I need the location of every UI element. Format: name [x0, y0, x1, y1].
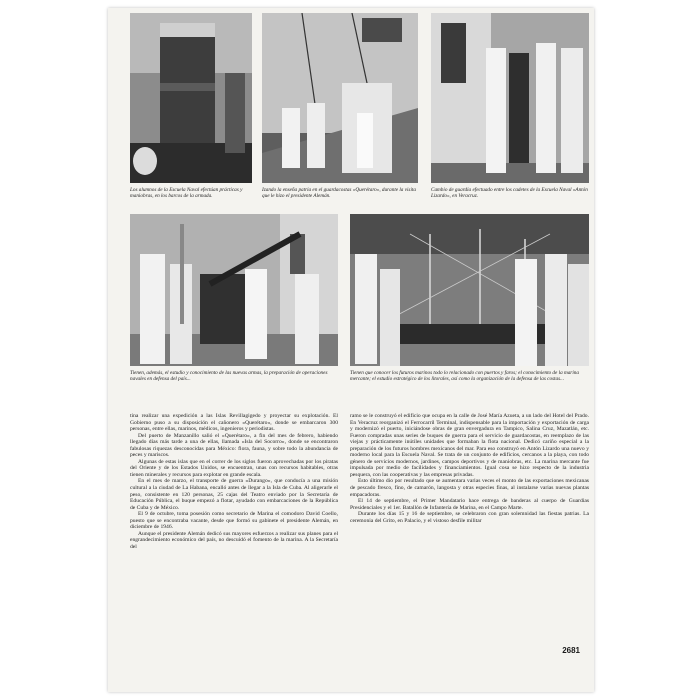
photo-raising-flag [262, 13, 418, 183]
caption-flag: Izando la enseña patria en el guardacostas «Querétaro», durante la visita que le hizo el presidente Alemán. [262, 187, 416, 200]
magazine-page [108, 8, 594, 692]
caption-weapons: Tienen, además, el estudio y conocimiento de las nuevas armas, la preparación de operaciones navales en defensa del país... [130, 370, 328, 383]
paragraph: Durante los días 15 y 16 de septiembre, se celebraron con gran solemnidad las fiestas patrias. La ceremonia del Grito, en Palacio, y el vistoso desfile militar [350, 511, 589, 524]
photo-guard-change [431, 13, 589, 183]
photo-ship-funnel [130, 13, 252, 183]
paragraph: Algunas de estas islas que en el correr de los siglos fueron aprovechadas por los piratas del Oriente y de los Estados Unidos, se encuentran, unas con recursos habitables, otras tienen minerales y recursos para explotar en grande escala. [130, 458, 338, 478]
caption-training: Los alumnos de la Escuela Naval efectúan prácticas y maniobras, en los barcos de la armada. [130, 187, 243, 200]
paragraph: El 14 de septiembre, el Primer Mandatario hace entrega de banderas al cuerpo de Guardias Presidenciales y el 1er. Batallón de Infantería de Marina, en el Campo Marte. [350, 498, 589, 511]
caption-guard: Cambio de guardia efectuado entre los cadetes de la Escuela Naval «Antón Lizardo», en Veracruz. [431, 187, 588, 200]
paragraph: El 9 de octubre, toma posesión como secretario de Marina el comodoro David Coello, puesto que se encontraba vacante, desde que formó su gabinete el presidente Alemán, en diciembre de 1946. [130, 511, 338, 531]
paragraph: Del puerto de Manzanillo salió el «Querétaro», a fin del mes de febrero, habiendo llegado días más tarde a una de ellas, llamada «Isla del Socorro», donde se encontraron fabulosas riquezas desconocidas para México: flora, fauna, y sobre todo la abundancia de peces y mariscos. [130, 432, 338, 459]
page-number: 2681 [562, 646, 580, 655]
body-left-column [130, 413, 338, 550]
paragraph: tina realizar una expedición a las Islas Revillagigedo y proyectar su explotación. El Gobierno puso a su disposición el cañonero «Querétaro», donde se embarcaron 300 personas, entre ellas, marinos, médicos, ingenieros y periodistas. [130, 413, 338, 433]
paragraph: Esto último dio por resultado que se aumentara varias veces el monto de las exportaciones mexicanas de pescado fresco, fino, de camarón, langosta y otras especies finas, al instalarse varias nuevas plantas empacadoras. [350, 478, 589, 498]
paragraph: ramo se le construyó el edificio que ocupa en la calle de José María Azueta, a un lado del Hotel del Prado. En Veracruz reorganizó el Ferrocarril Terminal, indispensable para la importación y exportación de carga y modernizó el puerto, iniciándose obras de gran envergadura en Tampico, Salina Cruz, Mazatlán, etc. Fueron compradas unas series de buques de guerra para el servicio de guardacostas, en reemplazo de las viejas y prácticamente inútiles unidades que formaban la flota nacional. Dedicó cariño especial a la preparación de los futuros hombres mexicanos del mar. Para eso construyó en Antón Lizardo una nuevo y moderno local para la Escuela Naval. Se trata de un conjunto de edificios, cercanos a la playa, con todo género de servicios modernos, jardines, campos deportivos y de maniobras, etc. La marina mercante fue impulsada por medio de facilidades y financiamientos. Igual cosa se hizo respecto de la industria pesquera, con las cooperativas y las empresas privadas. [350, 413, 589, 478]
paragraph: Aunque el presidente Alemán dedicó sus mayores esfuerzos a realizar sus planes para el engrandecimiento económico del país, no descuidó el fomento de la marina. A la Secretaría del [130, 530, 338, 550]
body-right-column [350, 413, 589, 524]
paragraph: En el mes de marzo, el transporte de guerra «Durango», que conducía a una misión cultural a la ciudad de La Habana, encalló antes de llegar a la Isla de Cuba. Al aligerarle el peso, consistente en 120 personas, 25 cajas del Teatro enviado por la Secretaría de Educación Pública, el buque empezó a flotar, ayudado con embarcaciones de la República de Cuba y de México. [130, 478, 338, 511]
caption-ports: Tienen que conocer los futuros marinos todo lo relacionado con puertos y faros; el conocimiento de la marina mercante; el estudio estratégico de los litorales, así como la organización de la defensa de las costas... [350, 370, 579, 383]
photo-ship-model-class [350, 214, 589, 366]
photo-anti-aircraft-gun [130, 214, 338, 366]
